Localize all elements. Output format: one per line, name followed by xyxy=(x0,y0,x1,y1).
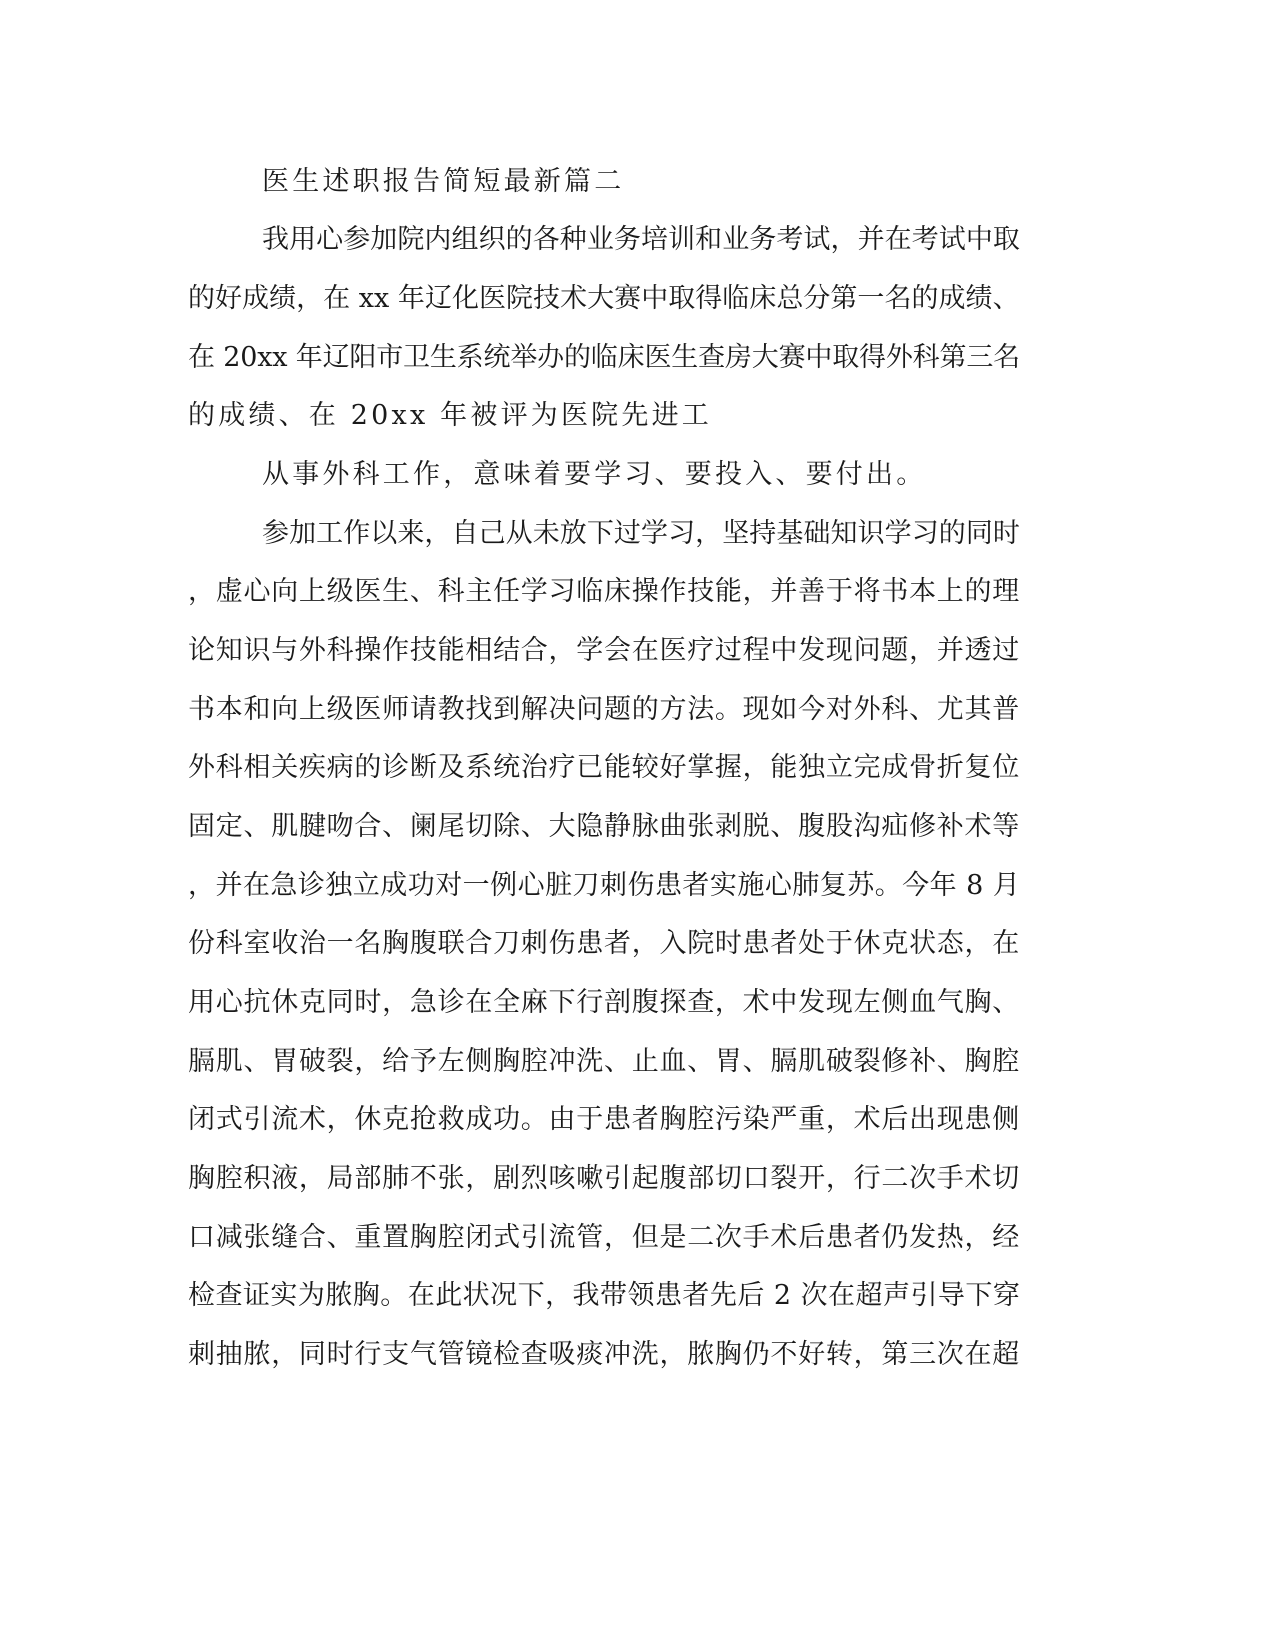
document-title: 医生述职报告简短最新篇二 xyxy=(262,166,625,197)
paragraph-line: 外科相关疾病的诊断及系统治疗已能较好掌握，能独立完成骨折复位 xyxy=(188,752,1020,783)
paragraph-line: 论知识与外科操作技能相结合，学会在医疗过程中发现问题，并透过 xyxy=(188,635,1020,666)
paragraph-line: 闭式引流术，休克抢救成功。由于患者胸腔污染严重，术后出现患侧 xyxy=(188,1104,1020,1135)
paragraph-line: ，并在急诊独立成功对一例心脏刀刺伤患者实施心肺复苏。今年 8 月 xyxy=(188,870,1021,901)
paragraph-line: 检查证实为脓胸。在此状况下，我带领患者先后 2 次在超声引导下穿 xyxy=(188,1280,1021,1311)
paragraph-line: 口减张缝合、重置胸腔闭式引流管，但是二次手术后患者仍发热，经 xyxy=(188,1222,1020,1253)
paragraph-line: 的成绩、在 20xx 年被评为医院先进工 xyxy=(188,400,712,431)
paragraph-line: 从事外科工作，意味着要学习、要投入、要付出。 xyxy=(262,459,927,490)
paragraph-line: 胸腔积液，局部肺不张，剧烈咳嗽引起腹部切口裂开，行二次手术切 xyxy=(188,1163,1020,1194)
paragraph-line: 刺抽脓，同时行支气管镜检查吸痰冲洗，脓胸仍不好转，第三次在超 xyxy=(188,1339,1020,1370)
paragraph-line: 我用心参加院内组织的各种业务培训和业务考试，并在考试中取 xyxy=(262,224,1020,255)
paragraph-line: 固定、肌腱吻合、阑尾切除、大隐静脉曲张剥脱、腹股沟疝修补术等 xyxy=(188,811,1020,842)
paragraph-line: 膈肌、胃破裂，给予左侧胸腔冲洗、止血、胃、膈肌破裂修补、胸腔 xyxy=(188,1046,1020,1077)
paragraph-line: 的好成绩，在 xx 年辽化医院技术大赛中取得临床总分第一名的成绩、 xyxy=(188,283,1020,314)
paragraph-line: ，虚心向上级医生、科主任学习临床操作技能，并善于将书本上的理 xyxy=(188,576,1020,607)
paragraph-line: 用心抗休克同时，急诊在全麻下行剖腹探查，术中发现左侧血气胸、 xyxy=(188,987,1020,1018)
paragraph-line: 份科室收治一名胸腹联合刀刺伤患者，入院时患者处于休克状态，在 xyxy=(188,928,1020,959)
paragraph-line: 在 20xx 年辽阳市卫生系统举办的临床医生查房大赛中取得外科第三名 xyxy=(188,342,1020,373)
paragraph-line: 参加工作以来，自己从未放下过学习，坚持基础知识学习的同时 xyxy=(262,518,1020,549)
paragraph-line: 书本和向上级医师请教找到解决问题的方法。现如今对外科、尤其普 xyxy=(188,694,1020,725)
